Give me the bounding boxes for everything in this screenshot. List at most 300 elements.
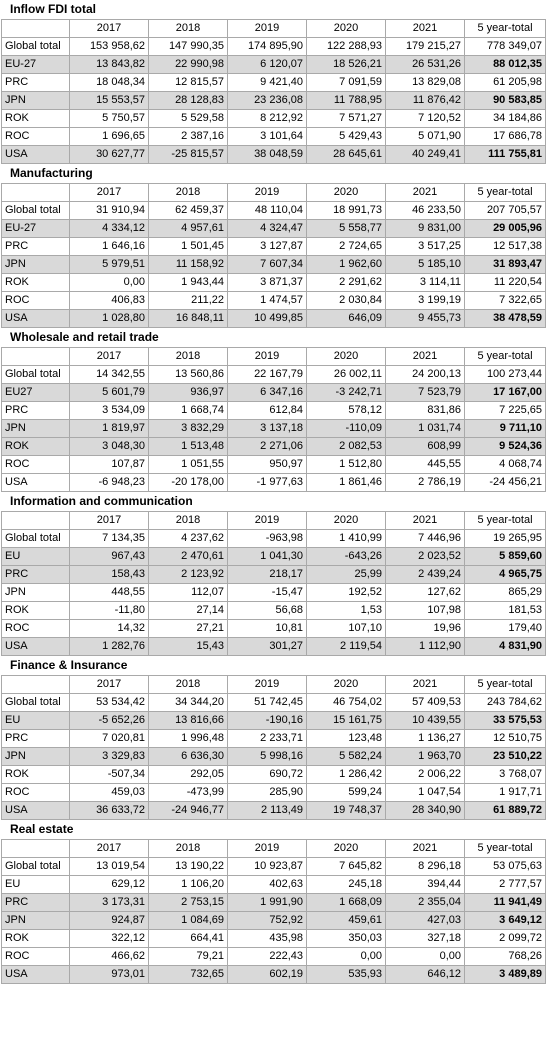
year-header-cell: 2020 — [307, 840, 386, 858]
value-cell: 3 048,30 — [70, 438, 149, 456]
value-cell: 7 645,82 — [307, 858, 386, 876]
value-cell: 402,63 — [228, 876, 307, 894]
table-row — [2, 384, 546, 402]
value-cell: 1 512,80 — [307, 456, 386, 474]
header-row — [2, 348, 546, 366]
value-cell: 1 668,09 — [307, 894, 386, 912]
value-cell: 10 923,87 — [228, 858, 307, 876]
value-cell: 2 030,84 — [307, 292, 386, 310]
total-cell: 12 510,75 — [465, 730, 546, 748]
data-table — [1, 511, 546, 656]
value-cell: 973,01 — [70, 966, 149, 984]
value-cell: 28 128,83 — [149, 92, 228, 110]
value-cell: 0,00 — [307, 948, 386, 966]
value-cell: 13 843,82 — [70, 56, 149, 74]
value-cell: 1 031,74 — [386, 420, 465, 438]
section — [0, 0, 546, 164]
year-header-cell: 2019 — [228, 184, 307, 202]
value-cell: 174 895,90 — [228, 38, 307, 56]
value-cell: 285,90 — [228, 784, 307, 802]
table-row — [2, 602, 546, 620]
value-cell: 26 002,11 — [307, 366, 386, 384]
value-cell: 732,65 — [149, 966, 228, 984]
row-label-cell: JPN — [2, 92, 70, 110]
value-cell: -643,26 — [307, 548, 386, 566]
value-cell: 27,14 — [149, 602, 228, 620]
value-cell: 5 071,90 — [386, 128, 465, 146]
total-cell: 111 755,81 — [465, 146, 546, 164]
value-cell: 448,55 — [70, 584, 149, 602]
value-cell: 7 446,96 — [386, 530, 465, 548]
header-row — [2, 676, 546, 694]
table-row — [2, 530, 546, 548]
data-table — [1, 839, 546, 984]
value-cell: 1 861,46 — [307, 474, 386, 492]
value-cell: 4 324,47 — [228, 220, 307, 238]
value-cell: 578,12 — [307, 402, 386, 420]
value-cell: 192,52 — [307, 584, 386, 602]
row-label-cell: ROC — [2, 620, 70, 638]
total-cell: 61 889,72 — [465, 802, 546, 820]
table-row — [2, 930, 546, 948]
value-cell: 158,43 — [70, 566, 149, 584]
value-cell: 3 101,64 — [228, 128, 307, 146]
value-cell: 690,72 — [228, 766, 307, 784]
total-cell: 88 012,35 — [465, 56, 546, 74]
year-header-cell: 2019 — [228, 840, 307, 858]
row-label-cell: USA — [2, 474, 70, 492]
value-cell: 5 750,57 — [70, 110, 149, 128]
header-corner-cell — [2, 676, 70, 694]
value-cell: 15 161,75 — [307, 712, 386, 730]
value-cell: 107,10 — [307, 620, 386, 638]
value-cell: -25 815,57 — [149, 146, 228, 164]
value-cell: 51 742,45 — [228, 694, 307, 712]
value-cell: 0,00 — [386, 948, 465, 966]
value-cell: 2 439,24 — [386, 566, 465, 584]
value-cell: 9 421,40 — [228, 74, 307, 92]
value-cell: 14,32 — [70, 620, 149, 638]
row-label-cell: ROK — [2, 110, 70, 128]
value-cell: 646,12 — [386, 966, 465, 984]
value-cell: 459,03 — [70, 784, 149, 802]
value-cell: -11,80 — [70, 602, 149, 620]
row-label-cell: USA — [2, 638, 70, 656]
value-cell: 936,97 — [149, 384, 228, 402]
row-label-cell: JPN — [2, 748, 70, 766]
value-cell: 10 499,85 — [228, 310, 307, 328]
row-label-cell: USA — [2, 146, 70, 164]
value-cell: 107,98 — [386, 602, 465, 620]
value-cell: 13 019,54 — [70, 858, 149, 876]
row-label-cell: ROC — [2, 292, 70, 310]
value-cell: 967,43 — [70, 548, 149, 566]
value-cell: 3 517,25 — [386, 238, 465, 256]
value-cell: 7 091,59 — [307, 74, 386, 92]
total-cell: 53 075,63 — [465, 858, 546, 876]
year-header-cell: 2020 — [307, 676, 386, 694]
section — [0, 164, 546, 328]
total-cell: 2 099,72 — [465, 930, 546, 948]
value-cell: 1 501,45 — [149, 238, 228, 256]
value-cell: 8 296,18 — [386, 858, 465, 876]
value-cell: 1 963,70 — [386, 748, 465, 766]
value-cell: 3 832,29 — [149, 420, 228, 438]
table-row — [2, 202, 546, 220]
table-row — [2, 238, 546, 256]
value-cell: 2 724,65 — [307, 238, 386, 256]
total-cell: 11 941,49 — [465, 894, 546, 912]
value-cell: 1 047,54 — [386, 784, 465, 802]
total-cell: 3 649,12 — [465, 912, 546, 930]
value-cell: 11 876,42 — [386, 92, 465, 110]
value-cell: 4 334,12 — [70, 220, 149, 238]
table-row — [2, 912, 546, 930]
value-cell: 5 429,43 — [307, 128, 386, 146]
value-cell: 602,19 — [228, 966, 307, 984]
table-row — [2, 876, 546, 894]
year-header-cell: 2017 — [70, 348, 149, 366]
header-corner-cell — [2, 348, 70, 366]
value-cell: 127,62 — [386, 584, 465, 602]
value-cell: 11 788,95 — [307, 92, 386, 110]
year-header-cell: 2021 — [386, 512, 465, 530]
data-table — [1, 347, 546, 492]
row-label-cell: EU — [2, 876, 70, 894]
year-header-cell: 2021 — [386, 348, 465, 366]
value-cell: 322,12 — [70, 930, 149, 948]
value-cell: 2 470,61 — [149, 548, 228, 566]
total-cell: 3 489,89 — [465, 966, 546, 984]
section-title: Real estate — [10, 822, 74, 836]
value-cell: 26 531,26 — [386, 56, 465, 74]
value-cell: 1 819,97 — [70, 420, 149, 438]
value-cell: 1 991,90 — [228, 894, 307, 912]
total-cell: 31 893,47 — [465, 256, 546, 274]
total-cell: 100 273,44 — [465, 366, 546, 384]
value-cell: 5 558,77 — [307, 220, 386, 238]
header-row — [2, 840, 546, 858]
value-cell: 15 553,57 — [70, 92, 149, 110]
value-cell: 1 136,27 — [386, 730, 465, 748]
total-cell: 5 859,60 — [465, 548, 546, 566]
total-cell: 7 322,65 — [465, 292, 546, 310]
value-cell: 1 668,74 — [149, 402, 228, 420]
value-cell: 46 754,02 — [307, 694, 386, 712]
value-cell: 36 633,72 — [70, 802, 149, 820]
value-cell: 9 831,00 — [386, 220, 465, 238]
total-header-cell: 5 year-total — [465, 840, 546, 858]
year-header-cell: 2021 — [386, 20, 465, 38]
total-header-cell: 5 year-total — [465, 676, 546, 694]
table-row — [2, 766, 546, 784]
value-cell: 2 123,92 — [149, 566, 228, 584]
row-label-cell: Global total — [2, 38, 70, 56]
table-row — [2, 128, 546, 146]
header-row — [2, 512, 546, 530]
value-cell: 950,97 — [228, 456, 307, 474]
value-cell: -110,09 — [307, 420, 386, 438]
value-cell: 12 815,57 — [149, 74, 228, 92]
row-label-cell: PRC — [2, 238, 70, 256]
total-cell: -24 456,21 — [465, 474, 546, 492]
table-row — [2, 784, 546, 802]
value-cell: 2 119,54 — [307, 638, 386, 656]
table-row — [2, 748, 546, 766]
value-cell: 18 991,73 — [307, 202, 386, 220]
year-header-cell: 2017 — [70, 676, 149, 694]
year-header-cell: 2019 — [228, 512, 307, 530]
value-cell: 7 134,35 — [70, 530, 149, 548]
value-cell: 292,05 — [149, 766, 228, 784]
year-header-cell: 2017 — [70, 840, 149, 858]
value-cell: 62 459,37 — [149, 202, 228, 220]
value-cell: 459,61 — [307, 912, 386, 930]
row-label-cell: JPN — [2, 256, 70, 274]
total-cell: 17 686,78 — [465, 128, 546, 146]
value-cell: 5 582,24 — [307, 748, 386, 766]
total-cell: 4 068,74 — [465, 456, 546, 474]
value-cell: 19 748,37 — [307, 802, 386, 820]
year-header-cell: 2018 — [149, 676, 228, 694]
value-cell: 2 271,06 — [228, 438, 307, 456]
section-title: Wholesale and retail trade — [10, 330, 159, 344]
table-row — [2, 548, 546, 566]
year-header-cell: 2020 — [307, 20, 386, 38]
value-cell: 6 347,16 — [228, 384, 307, 402]
table-row — [2, 146, 546, 164]
value-cell: 112,07 — [149, 584, 228, 602]
total-cell: 179,40 — [465, 620, 546, 638]
row-label-cell: ROK — [2, 930, 70, 948]
value-cell: 1 084,69 — [149, 912, 228, 930]
year-header-cell: 2021 — [386, 676, 465, 694]
value-cell: 3 173,31 — [70, 894, 149, 912]
row-label-cell: ROK — [2, 766, 70, 784]
row-label-cell: JPN — [2, 420, 70, 438]
table-row — [2, 474, 546, 492]
total-cell: 29 005,96 — [465, 220, 546, 238]
year-header-cell: 2018 — [149, 512, 228, 530]
table-row — [2, 292, 546, 310]
year-header-cell: 2018 — [149, 20, 228, 38]
value-cell: 5 998,16 — [228, 748, 307, 766]
table-row — [2, 402, 546, 420]
row-label-cell: ROC — [2, 456, 70, 474]
value-cell: 46 233,50 — [386, 202, 465, 220]
value-cell: 24 200,13 — [386, 366, 465, 384]
total-cell: 207 705,57 — [465, 202, 546, 220]
row-label-cell: ROK — [2, 438, 70, 456]
row-label-cell: Global total — [2, 202, 70, 220]
value-cell: 218,17 — [228, 566, 307, 584]
value-cell: 924,87 — [70, 912, 149, 930]
table-row — [2, 74, 546, 92]
value-cell: 1 996,48 — [149, 730, 228, 748]
value-cell: 7 607,34 — [228, 256, 307, 274]
value-cell: 5 529,58 — [149, 110, 228, 128]
year-header-cell: 2020 — [307, 348, 386, 366]
row-label-cell: Global total — [2, 366, 70, 384]
value-cell: 4 957,61 — [149, 220, 228, 238]
value-cell: 2 387,16 — [149, 128, 228, 146]
table-row — [2, 438, 546, 456]
value-cell: 445,55 — [386, 456, 465, 474]
total-cell: 7 225,65 — [465, 402, 546, 420]
header-corner-cell — [2, 512, 70, 530]
value-cell: 107,87 — [70, 456, 149, 474]
table-row — [2, 566, 546, 584]
total-cell: 181,53 — [465, 602, 546, 620]
value-cell: 1 112,90 — [386, 638, 465, 656]
value-cell: 10,81 — [228, 620, 307, 638]
value-cell: 7 523,79 — [386, 384, 465, 402]
total-cell: 3 768,07 — [465, 766, 546, 784]
year-header-cell: 2021 — [386, 184, 465, 202]
value-cell: 2 082,53 — [307, 438, 386, 456]
value-cell: 2 233,71 — [228, 730, 307, 748]
year-header-cell: 2017 — [70, 20, 149, 38]
table-row — [2, 366, 546, 384]
row-label-cell: ROC — [2, 128, 70, 146]
value-cell: -24 946,77 — [149, 802, 228, 820]
value-cell: 3 127,87 — [228, 238, 307, 256]
total-cell: 12 517,38 — [465, 238, 546, 256]
year-header-cell: 2018 — [149, 348, 228, 366]
value-cell: 9 455,73 — [386, 310, 465, 328]
total-cell: 34 184,86 — [465, 110, 546, 128]
value-cell: 2 786,19 — [386, 474, 465, 492]
value-cell: 147 990,35 — [149, 38, 228, 56]
value-cell: 1 696,65 — [70, 128, 149, 146]
value-cell: 25,99 — [307, 566, 386, 584]
data-table — [1, 19, 546, 164]
table-row — [2, 694, 546, 712]
table-row — [2, 256, 546, 274]
value-cell: -3 242,71 — [307, 384, 386, 402]
value-cell: 1,53 — [307, 602, 386, 620]
value-cell: 301,27 — [228, 638, 307, 656]
row-label-cell: EU — [2, 548, 70, 566]
row-label-cell: EU-27 — [2, 56, 70, 74]
value-cell: -15,47 — [228, 584, 307, 602]
year-header-cell: 2021 — [386, 840, 465, 858]
value-cell: 79,21 — [149, 948, 228, 966]
value-cell: 8 212,92 — [228, 110, 307, 128]
row-label-cell: EU — [2, 712, 70, 730]
total-cell: 1 917,71 — [465, 784, 546, 802]
value-cell: -190,16 — [228, 712, 307, 730]
total-header-cell: 5 year-total — [465, 20, 546, 38]
value-cell: 2 291,62 — [307, 274, 386, 292]
table-row — [2, 948, 546, 966]
value-cell: 48 110,04 — [228, 202, 307, 220]
table-row — [2, 420, 546, 438]
value-cell: 612,84 — [228, 402, 307, 420]
row-label-cell: JPN — [2, 584, 70, 602]
section-title: Inflow FDI total — [10, 2, 96, 16]
row-label-cell: Global total — [2, 694, 70, 712]
total-header-cell: 5 year-total — [465, 348, 546, 366]
table-row — [2, 38, 546, 56]
value-cell: 6 120,07 — [228, 56, 307, 74]
row-label-cell: PRC — [2, 894, 70, 912]
value-cell: -5 652,26 — [70, 712, 149, 730]
value-cell: 30 627,77 — [70, 146, 149, 164]
value-cell: 10 439,55 — [386, 712, 465, 730]
total-cell: 90 583,85 — [465, 92, 546, 110]
row-label-cell: USA — [2, 966, 70, 984]
value-cell: 1 282,76 — [70, 638, 149, 656]
value-cell: 327,18 — [386, 930, 465, 948]
value-cell: 1 051,55 — [149, 456, 228, 474]
value-cell: 123,48 — [307, 730, 386, 748]
total-cell: 23 510,22 — [465, 748, 546, 766]
total-cell: 768,26 — [465, 948, 546, 966]
total-cell: 9 524,36 — [465, 438, 546, 456]
value-cell: 394,44 — [386, 876, 465, 894]
row-label-cell: ROK — [2, 602, 70, 620]
year-header-cell: 2017 — [70, 512, 149, 530]
table-row — [2, 584, 546, 602]
total-header-cell: 5 year-total — [465, 184, 546, 202]
value-cell: 5 979,51 — [70, 256, 149, 274]
value-cell: 2 113,49 — [228, 802, 307, 820]
table-row — [2, 858, 546, 876]
value-cell: 1 962,60 — [307, 256, 386, 274]
value-cell: 350,03 — [307, 930, 386, 948]
header-corner-cell — [2, 184, 70, 202]
year-header-cell: 2020 — [307, 184, 386, 202]
row-label-cell: ROC — [2, 948, 70, 966]
total-cell: 33 575,53 — [465, 712, 546, 730]
year-header-cell: 2019 — [228, 676, 307, 694]
value-cell: -6 948,23 — [70, 474, 149, 492]
total-cell: 2 777,57 — [465, 876, 546, 894]
value-cell: 7 120,52 — [386, 110, 465, 128]
value-cell: 27,21 — [149, 620, 228, 638]
data-table — [1, 675, 546, 820]
total-cell: 4 831,90 — [465, 638, 546, 656]
table-row — [2, 220, 546, 238]
section — [0, 328, 546, 492]
section — [0, 656, 546, 820]
value-cell: 153 958,62 — [70, 38, 149, 56]
value-cell: 18 048,34 — [70, 74, 149, 92]
value-cell: 1 286,42 — [307, 766, 386, 784]
value-cell: -507,34 — [70, 766, 149, 784]
value-cell: 3 137,18 — [228, 420, 307, 438]
year-header-cell: 2017 — [70, 184, 149, 202]
header-corner-cell — [2, 20, 70, 38]
value-cell: 16 848,11 — [149, 310, 228, 328]
value-cell: 4 237,62 — [149, 530, 228, 548]
value-cell: 23 236,08 — [228, 92, 307, 110]
value-cell: 1 646,16 — [70, 238, 149, 256]
row-label-cell: ROC — [2, 784, 70, 802]
row-label-cell: PRC — [2, 730, 70, 748]
value-cell: 13 816,66 — [149, 712, 228, 730]
row-label-cell: PRC — [2, 74, 70, 92]
year-header-cell: 2020 — [307, 512, 386, 530]
value-cell: 3 199,19 — [386, 292, 465, 310]
header-row — [2, 184, 546, 202]
table-row — [2, 92, 546, 110]
value-cell: 245,18 — [307, 876, 386, 894]
year-header-cell: 2018 — [149, 840, 228, 858]
value-cell: 3 871,37 — [228, 274, 307, 292]
table-row — [2, 110, 546, 128]
